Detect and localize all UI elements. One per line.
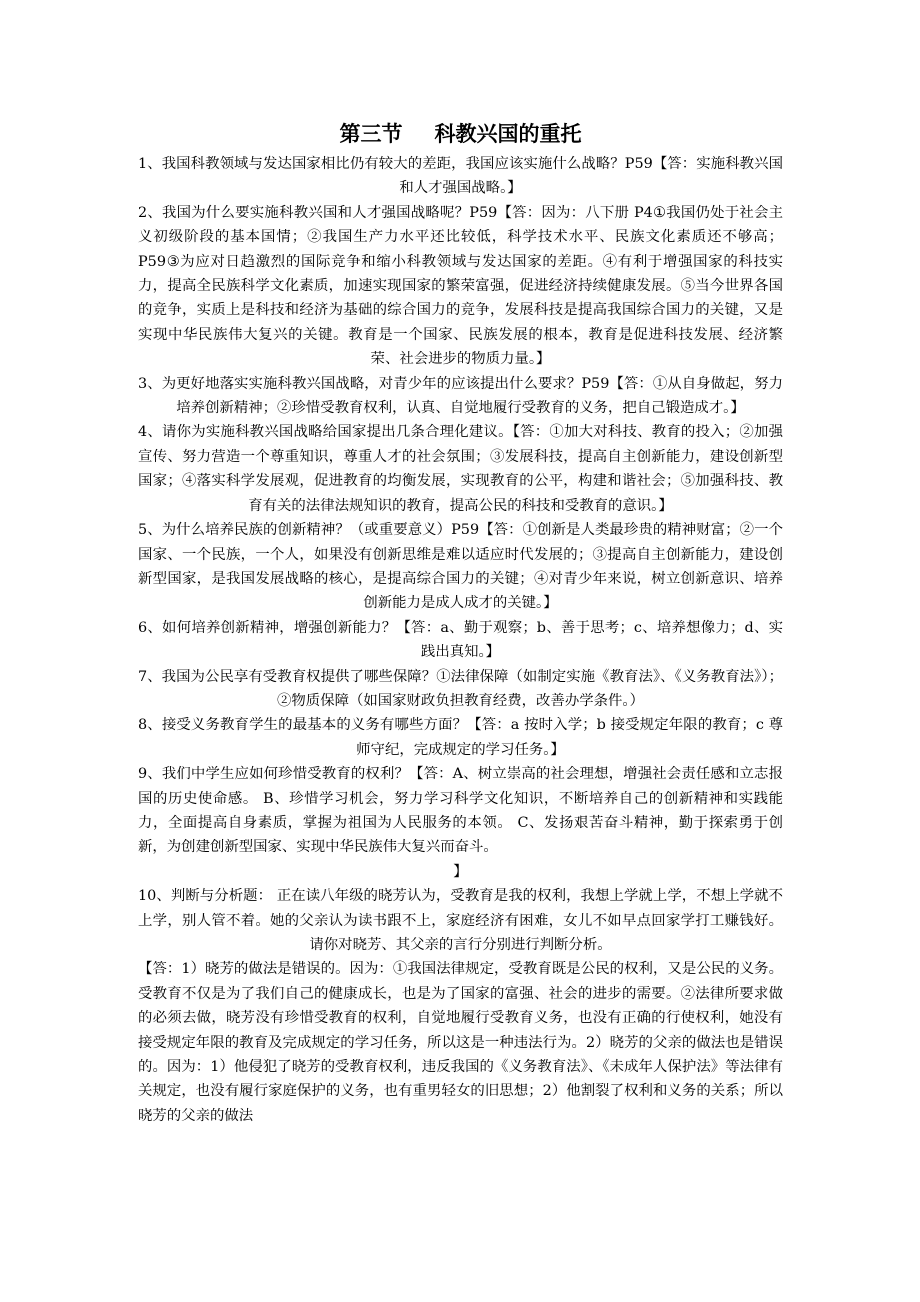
page-title bbox=[138, 118, 783, 150]
question-10: 10、判断与分析题： 正在读八年级的晓芳认为，受教育是我的权利，我想上学就上学，不想上学就不上学，别人管不着。她的父亲认为读书跟不上，家庭经济有困难，女儿不如早点回家学打工赚钱好。请你对晓芳、其父亲的言行分别进行判断分析。 bbox=[138, 888, 783, 953]
title-section-name: 科教兴国的重托 bbox=[434, 121, 582, 146]
question-4: 4、请你为实施科教兴国战略给国家提出几条合理化建议。【答：①加大对科技、教育的投入；②加强宣传、努力营造一个尊重知识，尊重人才的社会氛围；③发展科技，提高自主创新能力，建设创新型国家；④落实科学发展观，促进教育的均衡发展，实现教育的公平，构建和谐社会；⑤加强科技、教育有关的法律法规知识的教育，提高公民的科技和受教育的意识。】 bbox=[138, 424, 783, 514]
question-9: 9、我们中学生应如何珍惜受教育的权利？【答：A、树立崇高的社会理想，增强社会责任感和立志报国的历史使命感。 B、珍惜学习机会，努力学习科学文化知识，不断培养自己的创新精神和实践能力，全面提高自身素质，掌握为祖国为人民服务的本领。 C、发扬艰苦奋斗精神，勤于探索勇于创新，为创建创新型国家、实现中华民族伟大复兴而奋斗。 bbox=[138, 766, 783, 856]
question-6: 6、如何培养创新精神，增强创新能力？【答：a、勤于观察；b、善于思考；c、培养想像力；d、实践出真知。】 bbox=[138, 619, 783, 661]
question-8: 8、接受义务教育学生的最基本的义务有哪些方面？【答：a 按时入学；b 接受规定年限的教育；c 尊师守纪，完成规定的学习任务。】 bbox=[138, 717, 783, 758]
question-2: 2、我国为什么要实施科教兴国和人才强国战略呢？P59【答：因为：八下册 P4①我国仍处于社会主义初级阶段的基本国情；②我国生产力水平还比较低，科学技术水平、民族文化素质还不够高；P59③为应对日趋激烈的国际竞争和缩小科教领域与发达国家的差距。④有利于增强国家的科技实力，提高全民族科学文化素质，加速实现国家的繁荣富强，促进经济持续健康发展。⑤当今世界各国的竞争，实质上是科技和经济为基础的综合国力的竞争，发展科技是提高我国综合国力的关键，又是实现中华民族伟大复兴的关键。教育是一个国家、民族发展的根本，教育是促进科技发展、经济繁荣、社会进步的物质力量。】 bbox=[138, 204, 783, 368]
question-10-answer: 【答：1）晓芳的做法是错误的。因为：①我国法律规定，受教育既是公民的权利，又是公民的义务。受教育不仅是为了我们自己的健康成长，也是为了国家的富强、社会的进步的需要。②法律所要求做的必须去做，晓芳没有珍惜受教育的权利，自觉地履行受教育义务，也没有正确的行使权利，她没有接受规定年限的教育及完成规定的学习任务，所以这是一种违法行为。2）晓芳的父亲的做法也是错误的。因为：1）他侵犯了晓芳的受教育权利，违反我国的《义务教育法》、《未成年人保护法》等法律有关规定，也没有履行家庭保护的义务，也有重男轻女的旧思想；2）他割裂了权利和义务的关系；所以晓芳的父亲的做法 bbox=[138, 961, 783, 1124]
question-7: 7、我国为公民享有受教育权提供了哪些保障？①法律保障（如制定实施《教育法》、《义务教育法》）；②物质保障（如国家财政负担教育经费，改善办学条件。） bbox=[138, 668, 783, 709]
document-page bbox=[138, 118, 783, 1128]
title-section-number: 第三节 bbox=[339, 121, 403, 146]
question-5: 5、为什么培养民族的创新精神？（或重要意义）P59【答：①创新是人类最珍贵的精神财富；②一个国家、一个民族，一个人，如果没有创新思维是难以适应时代发展的；③提高自主创新能力，建设创新型国家，是我国发展战略的核心，是提高综合国力的关键；④对青少年来说，树立创新意识、培养创新能力是成人成才的关键。】 bbox=[138, 522, 783, 612]
question-1: 1、我国科教领域与发达国家相比仍有较大的差距，我国应该实施什么战略？P59【答：实施科教兴国和人才强国战略。】 bbox=[138, 156, 783, 197]
question-9-closing-bracket: 】 bbox=[453, 863, 468, 880]
question-3: 3、为更好地落实实施科教兴国战略，对青少年的应该提出什么要求？P59【答：①从自身做起，努力培养创新精神；②珍惜受教育权利，认真、自觉地履行受教育的义务，把自己锻造成才。】 bbox=[138, 375, 783, 417]
